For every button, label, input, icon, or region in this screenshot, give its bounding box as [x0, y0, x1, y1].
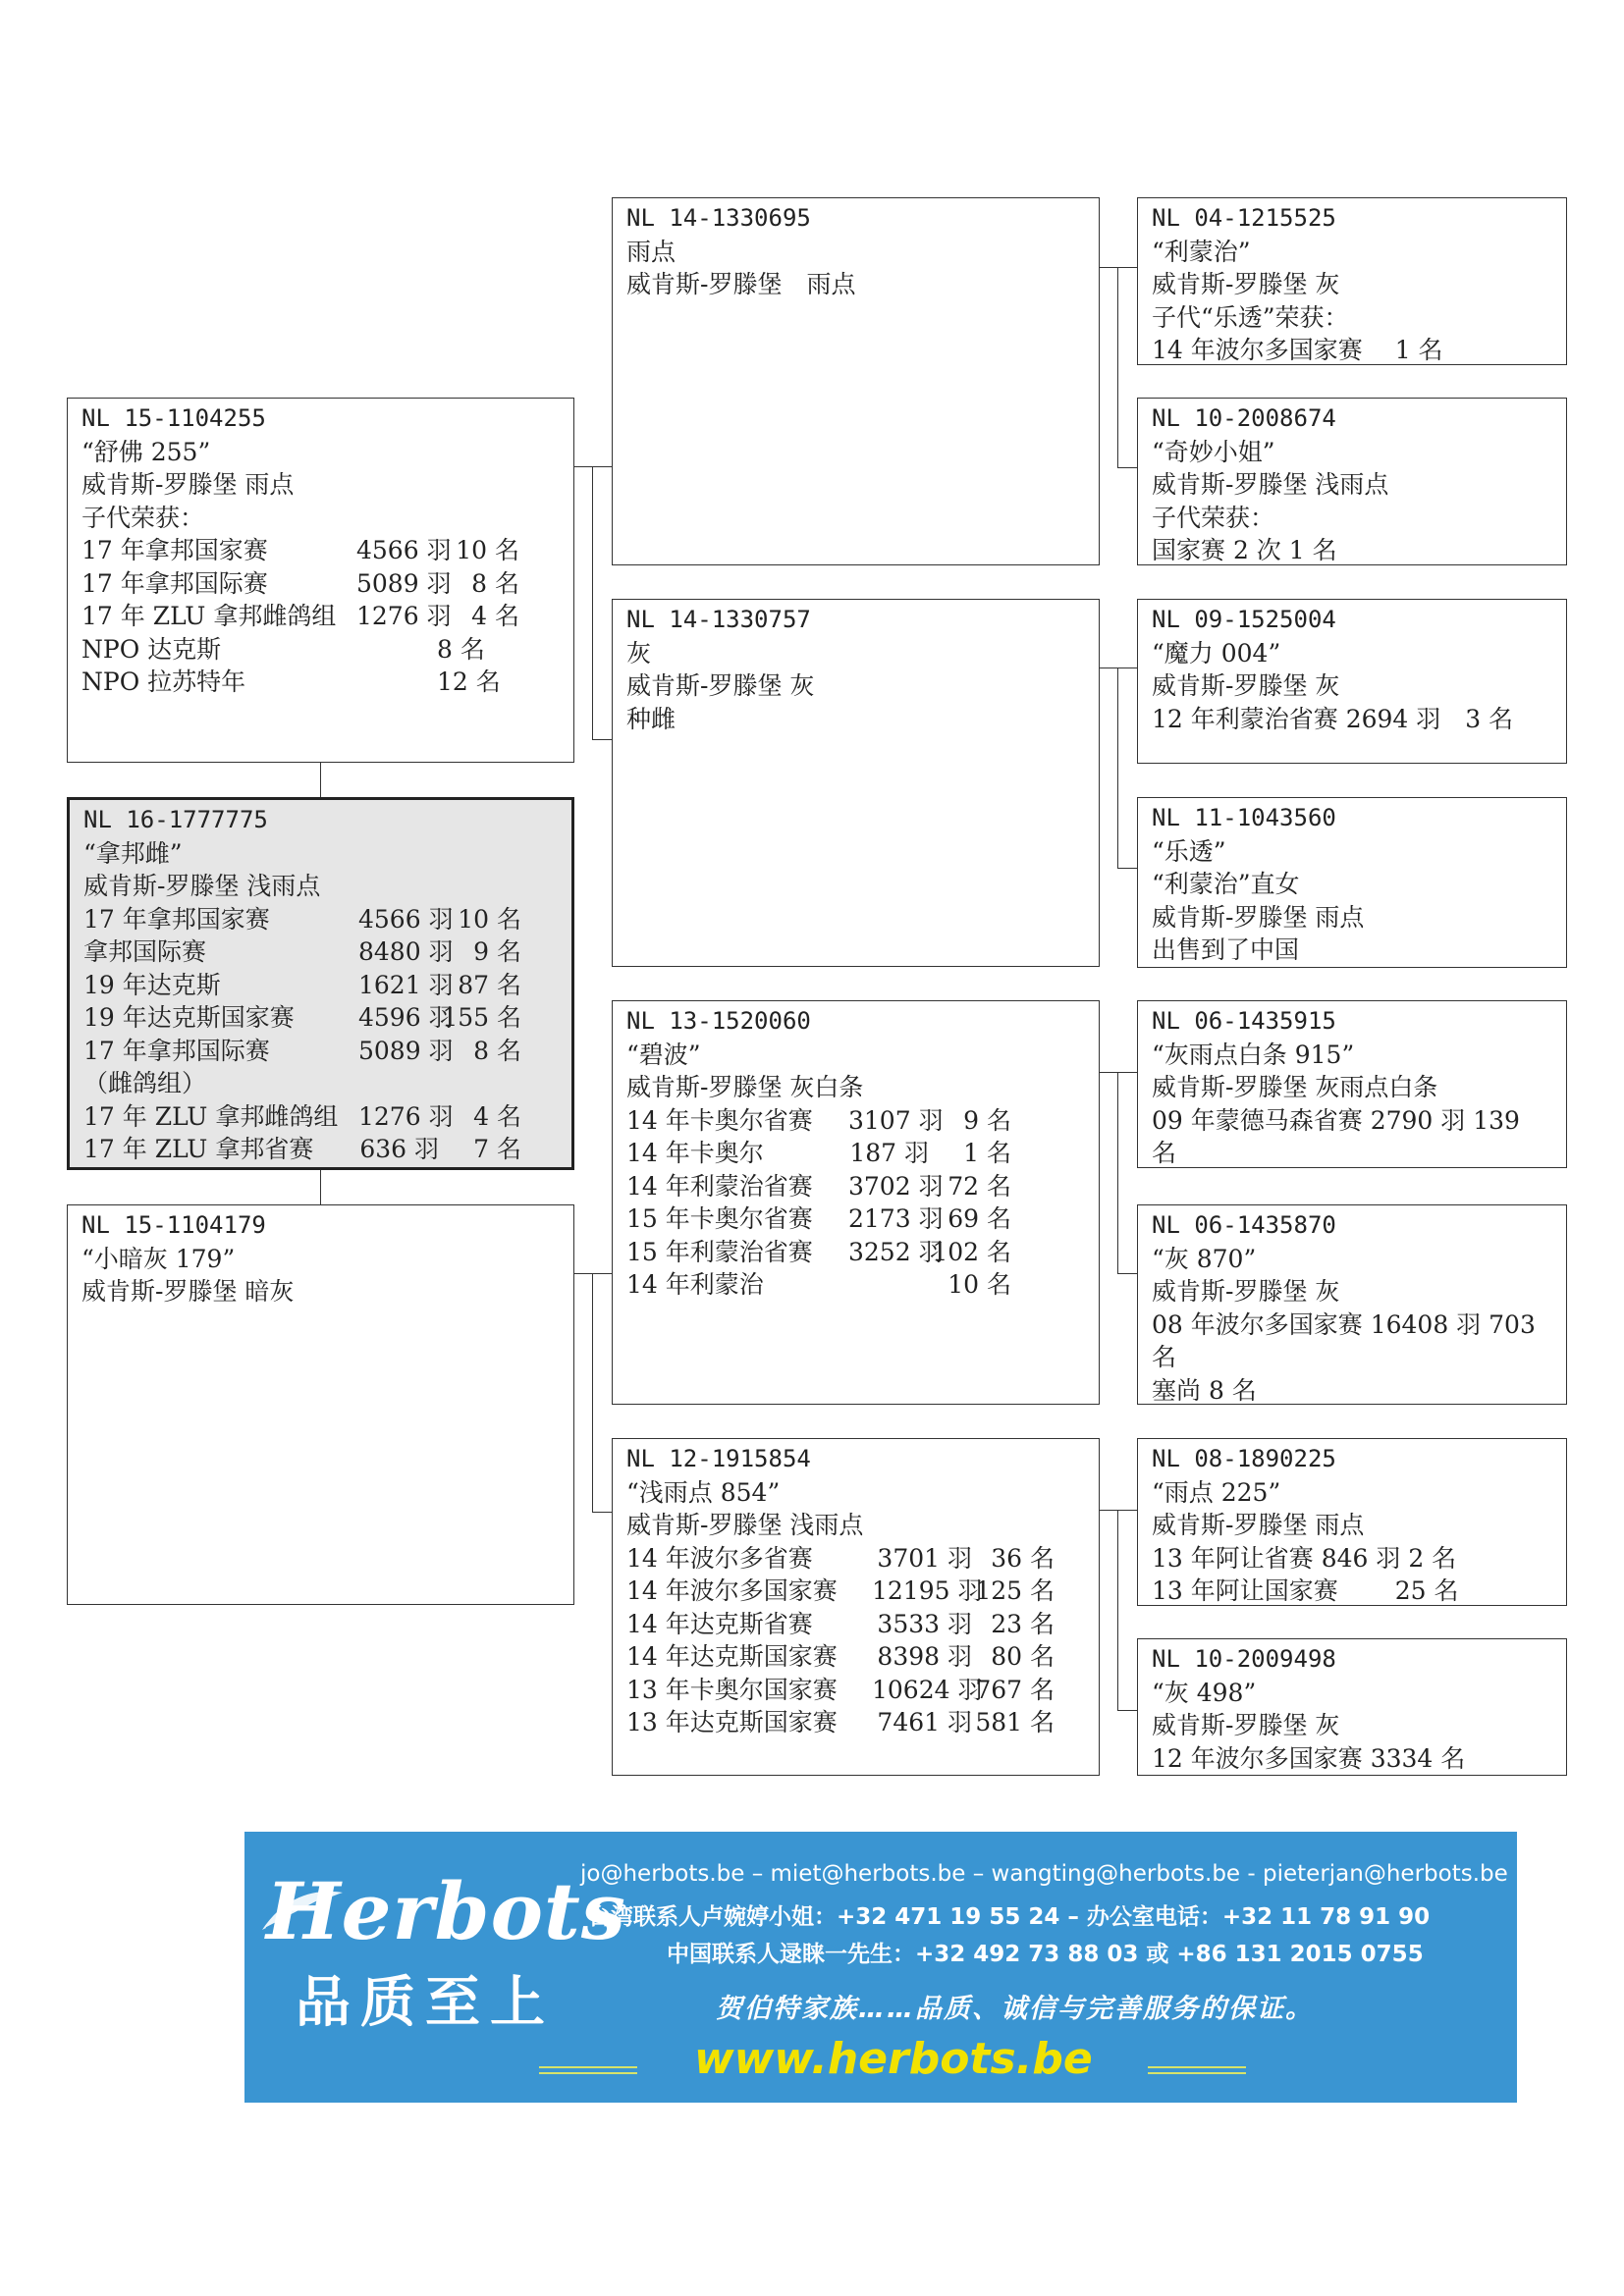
bird-color: 威肯斯-罗滕堡 雨点 — [81, 470, 295, 499]
bird-name: “魔力 004” — [1152, 638, 1281, 667]
ring-number: NL 06-1435915 — [1152, 1007, 1336, 1035]
bird-color: 威肯斯-罗滕堡 雨点 — [626, 270, 856, 298]
bird-result: 12 年波尔多国家赛 3334 名 — [1152, 1743, 1466, 1773]
result-row: 17 年拿邦国际赛 5089 羽 8 名 — [81, 568, 519, 598]
ring-number: NL 04-1215525 — [1152, 204, 1336, 232]
connector — [592, 739, 614, 740]
bird-note: 子代荣获： — [1152, 503, 1275, 532]
connector — [320, 1170, 321, 1204]
bird-name: 灰 — [626, 638, 652, 667]
result-row: 14 年利蒙治省赛 3702 羽 72 名 — [626, 1171, 1011, 1201]
bird-name: “乐透” — [1152, 836, 1226, 866]
motto: 贺伯特家族……品质、诚信与完善服务的保证。 — [716, 1994, 1314, 2024]
result-row: 17 年拿邦国家赛 4566 羽 10 名 — [81, 536, 519, 564]
category-note: （雌鸽组） — [83, 1069, 207, 1097]
website-link[interactable]: www.herbots.be — [694, 2034, 1093, 2084]
bird-color: 威肯斯-罗滕堡 灰 — [1152, 1711, 1340, 1739]
bird-color: 威肯斯-罗滕堡 灰 — [1152, 1277, 1340, 1306]
result-row: 17 年拿邦国家赛 4566 羽 10 名 — [83, 904, 521, 934]
connector — [1098, 667, 1139, 668]
bird-note: 子代“乐透”荣获： — [1152, 302, 1349, 332]
bird-name: “灰 498” — [1152, 1678, 1257, 1707]
bird-name: “浅雨点 854” — [626, 1477, 781, 1507]
ggp-card-dss — [1137, 1000, 1567, 1168]
divider — [539, 2072, 637, 2074]
bird-note: 种雌 — [626, 704, 677, 733]
sire-card — [67, 398, 574, 763]
subject-card — [67, 797, 574, 1170]
bird-result: 09 年蒙德马森省赛 2790 羽 139 — [1152, 1105, 1520, 1135]
result-row: 17 年 ZLU 拿邦省赛 636 羽 7 名 — [83, 1135, 521, 1163]
bird-result: 08 年波尔多国家赛 16408 羽 703 — [1152, 1309, 1536, 1339]
result-row: 14 年卡奥尔省赛 3107 羽 9 名 — [626, 1105, 1011, 1135]
result-row: 14 年卡奥尔 187 羽 1 名 — [626, 1139, 1011, 1167]
result-row: 19 年达克斯国家赛 4596 羽 155 名 — [83, 1003, 521, 1032]
result-row: 13 年卡奥尔国家赛 10624 羽 767 名 — [626, 1675, 1055, 1704]
result-row: 拿邦国际赛 8480 羽 9 名 — [83, 937, 521, 966]
result-row: 17 年 ZLU 拿邦雌鸽组 1276 羽 4 名 — [83, 1101, 521, 1131]
ring-number: NL 15-1104255 — [81, 404, 266, 432]
bird-name: “灰 870” — [1152, 1244, 1257, 1273]
connector — [1117, 267, 1118, 468]
ring-number: NL 15-1104179 — [81, 1211, 266, 1239]
connector — [320, 763, 321, 797]
bird-name: “碧波” — [626, 1040, 701, 1069]
divider — [1148, 2072, 1246, 2074]
ring-number: NL 06-1435870 — [1152, 1211, 1336, 1239]
bird-color: 威肯斯-罗滕堡 浅雨点 — [626, 1511, 864, 1539]
bird-color: 威肯斯-罗滕堡 雨点 — [1152, 1511, 1365, 1539]
bird-name: “小暗灰 179” — [81, 1244, 236, 1273]
connector — [1117, 868, 1139, 869]
ring-number: NL 10-2009498 — [1152, 1645, 1336, 1673]
connector — [592, 1512, 614, 1513]
bird-note: “利蒙治”直女 — [1152, 870, 1300, 898]
herbots-banner — [244, 1832, 1517, 2103]
ggp-card-dds — [1137, 1438, 1567, 1606]
ggp-card-ddd — [1137, 1638, 1567, 1776]
bird-name: “拿邦雌” — [83, 838, 183, 868]
ring-number: NL 08-1890225 — [1152, 1445, 1336, 1472]
result-row: 13 年达克斯国家赛 7461 羽 581 名 — [626, 1708, 1055, 1736]
divider — [1148, 2066, 1246, 2068]
herbots-logo: Herbots — [266, 1865, 626, 1957]
contact-taiwan: 台湾联系人卢婉婷小姐：+32 471 19 55 24 – 办公室电话：+32 11 78 91 90 — [588, 1904, 1431, 1930]
connector — [1117, 467, 1139, 468]
connector — [1117, 1072, 1118, 1274]
ggp-card-sss — [1137, 197, 1567, 365]
sire-dam-card — [612, 599, 1100, 967]
bird-result: 塞尚 8 名 — [1152, 1375, 1257, 1405]
bird-name: “利蒙治” — [1152, 237, 1251, 266]
bird-note: 出售到了中国 — [1152, 935, 1300, 964]
bird-name: “奇妙小姐” — [1152, 437, 1275, 466]
bird-name: 雨点 — [626, 237, 677, 266]
result-row: 14 年波尔多国家赛 12195 羽 125 名 — [626, 1576, 1055, 1605]
bird-name: “雨点 225” — [1152, 1477, 1281, 1507]
divider — [539, 2066, 637, 2068]
ring-number: NL 14-1330757 — [626, 606, 811, 633]
ring-number: NL 11-1043560 — [1152, 804, 1336, 831]
bird-color: 威肯斯-罗滕堡 灰 — [626, 671, 815, 700]
connector — [1098, 1510, 1139, 1511]
ring-number: NL 16-1777775 — [83, 806, 268, 833]
bird-result: 14 年波尔多国家赛 1 名 — [1152, 336, 1443, 364]
dam-sire-card — [612, 1000, 1100, 1405]
connector — [1098, 267, 1139, 268]
bird-result: 13 年阿让省赛 846 羽 2 名 — [1152, 1543, 1457, 1573]
ggp-card-sds — [1137, 599, 1567, 764]
slogan: 品质至上 — [296, 1971, 555, 2035]
ggp-card-dsd — [1137, 1204, 1567, 1405]
bird-result: 12 年利蒙治省赛 2694 羽 3 名 — [1152, 704, 1514, 733]
ring-number: NL 09-1525004 — [1152, 606, 1336, 633]
connector — [572, 466, 614, 467]
connector — [1117, 1710, 1139, 1711]
connector — [1098, 1072, 1139, 1073]
dam-dam-card — [612, 1438, 1100, 1776]
result-row: 15 年利蒙治省赛 3252 羽 102 名 — [626, 1237, 1011, 1266]
bird-color: 威肯斯-罗滕堡 浅雨点 — [83, 872, 321, 900]
ggp-card-ssd — [1137, 398, 1567, 565]
result-row: 17 年拿邦国际赛 5089 羽 8 名 — [83, 1036, 521, 1065]
connector — [592, 1273, 593, 1513]
bird-result: 名 — [1152, 1343, 1177, 1371]
result-row: 14 年波尔多省赛 3701 羽 36 名 — [626, 1543, 1055, 1573]
bird-name: “舒佛 255” — [81, 437, 211, 466]
result-row: 17 年 ZLU 拿邦雌鸽组 1276 羽 4 名 — [81, 602, 519, 630]
contact-china: 中国联系人逯睐一先生：+32 492 73 88 03 或 +86 131 2015 0755 — [667, 1942, 1424, 1967]
ring-number: NL 12-1915854 — [626, 1445, 811, 1472]
connector — [1117, 1510, 1118, 1711]
ring-number: NL 13-1520060 — [626, 1007, 811, 1035]
bird-color: 威肯斯-罗滕堡 灰 — [1152, 270, 1340, 298]
result-row: 15 年卡奥尔省赛 2173 羽 69 名 — [626, 1204, 1011, 1233]
bird-result: 国家赛 2 次 1 名 — [1152, 536, 1337, 564]
ring-number: NL 10-2008674 — [1152, 404, 1336, 432]
bird-color: 威肯斯-罗滕堡 灰 — [1152, 671, 1340, 700]
result-row: 14 年达克斯国家赛 8398 羽 80 名 — [626, 1642, 1055, 1671]
bird-result: 名 — [1152, 1139, 1177, 1167]
bird-color: 威肯斯-罗滕堡 雨点 — [1152, 902, 1365, 932]
result-row: 19 年达克斯 1621 羽 87 名 — [83, 970, 521, 999]
bird-result: 13 年阿让国家赛 25 名 — [1152, 1576, 1459, 1605]
bird-name: “灰雨点白条 915” — [1152, 1040, 1355, 1069]
ring-number: NL 14-1330695 — [626, 204, 811, 232]
result-row: 14 年利蒙治 10 名 — [626, 1270, 1011, 1299]
bird-color: 威肯斯-罗滕堡 浅雨点 — [1152, 470, 1389, 499]
ggp-card-sdd — [1137, 797, 1567, 968]
connector — [572, 1273, 614, 1274]
offspring-label: 子代荣获： — [81, 503, 205, 532]
result-row: NPO 达克斯 8 名 — [81, 634, 485, 664]
bird-color: 威肯斯-罗滕堡 灰白条 — [626, 1073, 864, 1101]
dam-card — [67, 1204, 574, 1605]
bird-color: 威肯斯-罗滕堡 暗灰 — [81, 1277, 295, 1306]
sire-sire-card — [612, 197, 1100, 565]
connector — [1117, 667, 1118, 869]
bird-color: 威肯斯-罗滕堡 灰雨点白条 — [1152, 1073, 1438, 1101]
connector — [592, 466, 593, 740]
result-row: 14 年达克斯省赛 3533 羽 23 名 — [626, 1609, 1055, 1638]
connector — [1117, 1273, 1139, 1274]
contact-emails[interactable]: jo@herbots.be – miet@herbots.be – wangting@herbots.be - pieterjan@herbots.be — [580, 1861, 1508, 1887]
result-row: NPO 拉苏特年 12 名 — [81, 667, 501, 696]
